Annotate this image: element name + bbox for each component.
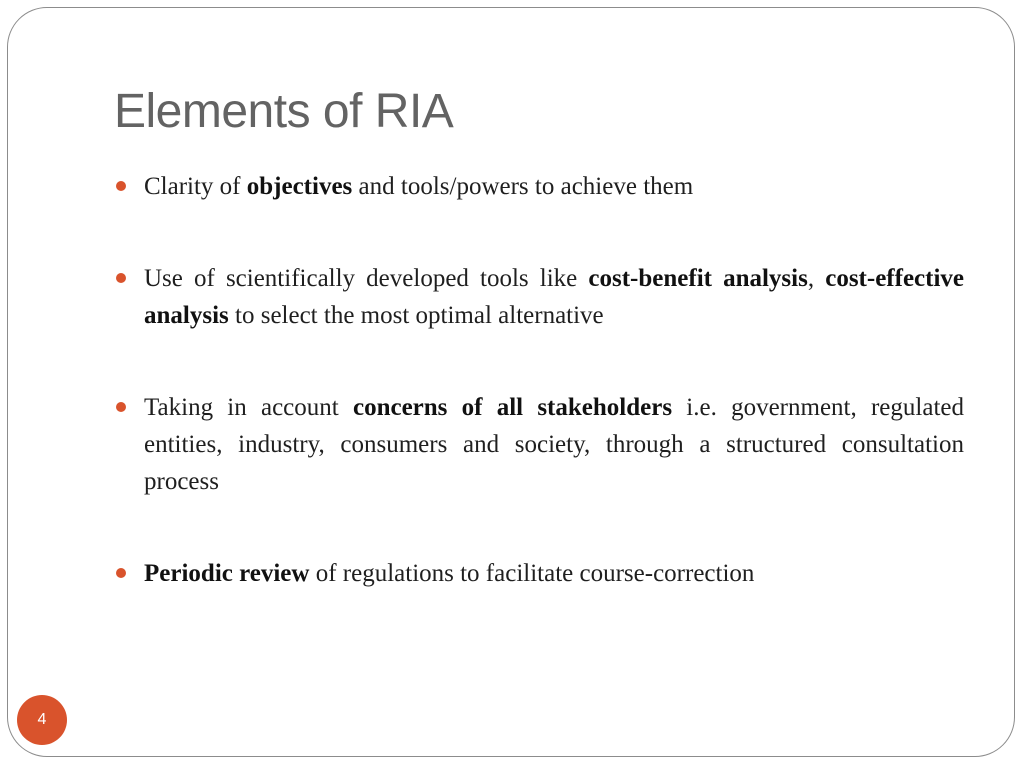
bullet-segment: Taking in account — [144, 394, 353, 421]
bullet-segment-bold: Periodic review — [144, 560, 310, 587]
bullet-item — [114, 555, 964, 592]
bullet-segment-bold: concerns of all stakeholders — [352, 394, 673, 421]
bullet-item — [114, 389, 964, 500]
bullet-segment: of regulations to facilitate course-correction — [309, 560, 755, 587]
page-number-badge: 4 — [17, 695, 67, 745]
bullet-text — [144, 394, 964, 495]
bullet-text — [144, 173, 693, 200]
bullet-segment-bold: cost-benefit analysis — [588, 265, 808, 292]
bullet-segment: and tools/powers to achieve them — [352, 173, 694, 200]
bullet-text — [144, 560, 754, 587]
bullet-segment: Use of scientifically developed tools like — [144, 265, 589, 292]
bullet-dot-icon — [116, 181, 126, 191]
bullet-item — [114, 260, 964, 334]
bullet-list — [114, 168, 964, 592]
bullet-segment: Clarity of — [144, 173, 247, 200]
bullet-segment-bold: objectives — [246, 173, 353, 200]
bullet-segment: to select the most optimal alternative — [228, 302, 604, 329]
bullet-item — [114, 168, 964, 205]
bullet-dot-icon — [116, 402, 126, 412]
slide-title: Elements of RIA — [114, 85, 454, 138]
bullet-segment: i.e. government, regulated entities, industry, consumers and society, through a structured consultation process — [144, 394, 964, 495]
bullet-segment: , — [807, 265, 826, 292]
bullet-dot-icon — [116, 568, 126, 578]
bullet-text — [144, 265, 964, 329]
bullet-dot-icon — [116, 273, 126, 283]
bullet-segment-bold: cost-effective analysis — [144, 265, 965, 329]
